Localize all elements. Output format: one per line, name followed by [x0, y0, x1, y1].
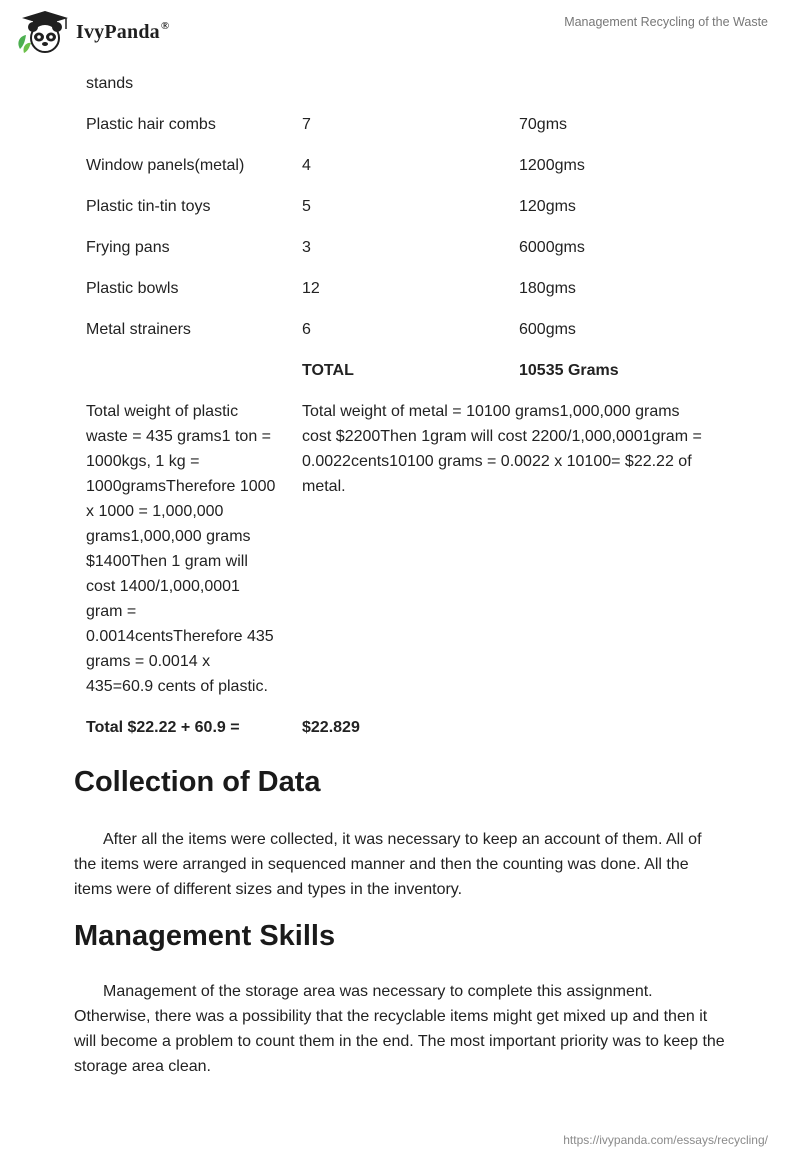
table-row — [74, 312, 724, 353]
item-name-cell: Plastic bowls — [86, 280, 179, 297]
table-row — [74, 148, 724, 189]
quantity-cell: 6 — [302, 321, 311, 338]
weight-cell: 120gms — [519, 198, 576, 215]
document-title: Management Recycling of the Waste — [564, 15, 768, 29]
quantity-cell: 4 — [302, 157, 311, 174]
item-name-cell: Plastic tin-tin toys — [86, 198, 211, 215]
ivypanda-logo[interactable] — [16, 9, 206, 55]
weight-cell: 600gms — [519, 321, 576, 338]
weight-cell — [507, 66, 724, 107]
waste-inventory-table — [74, 66, 724, 751]
metal-calculation: Total weight of metal = 10100 grams1,000,000 grams cost $2200Then 1gram will cost 2200/1,000,0001gram = 0.0022cents10100 grams = 0.0022 x 10100= $22.22 of metal. — [302, 403, 702, 495]
section-heading-management: Management Skills — [74, 920, 336, 952]
table-row — [74, 189, 724, 230]
weight-cell: 1200gms — [519, 157, 585, 174]
quantity-cell — [290, 66, 507, 107]
grand-total-label: Total $22.22 + 60.9 = — [86, 719, 240, 736]
total-label: TOTAL — [302, 362, 354, 379]
weight-cell: 70gms — [519, 116, 568, 133]
page-header — [0, 0, 800, 62]
quantity-cell: 12 — [302, 280, 320, 297]
grand-total-row — [74, 710, 724, 751]
empty-cell — [74, 353, 290, 394]
table-row — [74, 107, 724, 148]
table-row — [74, 66, 724, 107]
grand-total-value: $22.829 — [302, 719, 360, 736]
item-name-cell: stands — [86, 75, 134, 92]
item-name-cell: Frying pans — [86, 239, 170, 256]
weight-cell: 180gms — [519, 280, 576, 297]
table-row — [74, 230, 724, 271]
section-paragraph-management: Management of the storage area was necessary to complete this assignment. Otherwise, there was a possibility that the recyclable items might get mixed up and then it will become a problem to count them in the end. The most important priority was to keep the storage area clean. — [74, 983, 725, 1075]
item-name-cell: Plastic hair combs — [86, 116, 216, 133]
plastic-calculation: Total weight of plastic waste = 435 grams1 ton = 1000kgs, 1 kg = 1000gramsTherefore 1000 x 1000 = 1,000,000 grams1,000,000 grams $1400Then 1 gram will cost 1400/1,000,0001 gram = 0.0014centsTherefore 435 grams = 0.0014 x 435=60.9 cents of plastic. — [86, 403, 276, 695]
panda-mascot-icon — [16, 9, 74, 55]
table-row — [74, 271, 724, 312]
total-weight: 10535 Grams — [519, 362, 619, 379]
item-name-cell: Window panels(metal) — [86, 157, 245, 174]
quantity-cell: 5 — [302, 198, 311, 215]
total-row — [74, 353, 724, 394]
weight-cell: 6000gms — [519, 239, 585, 256]
section-paragraph-collection: After all the items were collected, it was necessary to keep an account of them. All of the items were arranged in sequenced manner and then the counting was done. All the items were of different sizes and types in the inventory. — [74, 831, 702, 898]
brand-name: IvyPanda® — [76, 20, 170, 43]
quantity-cell: 3 — [302, 239, 311, 256]
source-url[interactable]: https://ivypanda.com/essays/recycling/ — [563, 1133, 768, 1147]
quantity-cell: 7 — [302, 116, 311, 133]
empty-cell — [507, 710, 724, 751]
calculation-row — [74, 394, 724, 710]
item-name-cell: Metal strainers — [86, 321, 191, 338]
section-heading-collection: Collection of Data — [74, 766, 321, 798]
